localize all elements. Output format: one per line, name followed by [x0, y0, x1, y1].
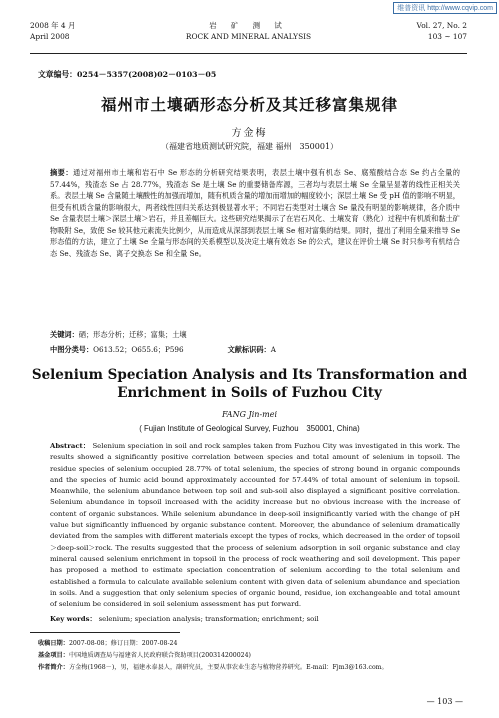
author-chinese: 方金梅: [231, 128, 268, 139]
keywords-chinese-text: 硒；形态分析；迁移；富集；土壤: [78, 330, 187, 339]
abstract-chinese-text: 通过对福州市土壤和岩石中 Se 形态的分析研究结果表明，表层土壤中强有机态 Se、腐殖酸结合态 Se 约占全量的 57.44%，残渣态 Se 占 28.77%，残渣态 Se 是土壤 Se 的重要储备库源，三者均与表层土壤 Se 全量呈显著的线性正相关关系。表层土壤 Se 含量随土壤酸性的加强而增加，随有机质含量的增加而增加的幅度较小；深层土壤 Se 受 pH 值的影响不明显，但受有机质含量的影响很大，两者线性回归关系达到极显著水平；不同岩石类型对土壤含 Se 量没有明显的影响规律，各介质中 Se 含量表层土壤＞深层土壤＞岩石，并且差幅巨大。这些研究结果揭示了在岩石风化、土壤发育（熟化）过程中有机质和黏土矿物吸附 Se，致使 Se 较其他元素流失比例少，从而造成从深部到表层土壤 Se 相对富集的结果。同时，提出了利用全量来推导 Se 形态值的方法，建立了土壤 Se 全量与形态间的关系模型以及决定土壤有效态 Se 的公式，建议在评价土壤 Se 时只参考有机结合态 Se、残渣态 Se、离子交换态 Se 和全量 Se。: [50, 168, 460, 258]
header-date-en: April 2008: [30, 32, 70, 41]
header-journal-en: ROCK AND MINERAL ANALYSIS: [185, 32, 312, 41]
article-number: 文章编号：0254－5357(2008)02－0103－05: [38, 70, 217, 79]
fund-label: 基金项目：: [38, 652, 69, 659]
footnote-fund: [38, 651, 468, 661]
abstract-english-label: Abstract：: [50, 442, 91, 450]
received-label: 收稿日期：: [38, 640, 69, 647]
header-pages: 103 ~ 107: [427, 32, 467, 41]
keywords-chinese-label: 关键词：: [50, 330, 79, 339]
affiliation-chinese: （福建省地质测试研究院，福建 福州 350001）: [160, 142, 339, 151]
author-bio-label: 作者简介：: [38, 664, 69, 671]
keywords-chinese: [50, 330, 460, 340]
keywords-english-label: Key words：: [50, 615, 97, 623]
page-number: — 103 —: [426, 697, 463, 706]
affiliation-english: ( Fujian Institute of Geological Survey, Fuzhou 350001, China): [139, 424, 360, 433]
clc-value: O613.52；O655.6；P596: [93, 345, 184, 354]
running-header: [30, 20, 467, 50]
header-volume: [417, 20, 467, 42]
abstract-chinese-label: 摘要：: [50, 168, 74, 177]
watermark-banner: 维普资讯 http://www.cqvip.com: [393, 2, 497, 14]
abstract-chinese: [50, 167, 460, 259]
title-chinese: 福州市土壤硒形态分析及其迁移富集规律: [100, 95, 398, 114]
abstract-english-text: Selenium speciation in soil and rock samples taken from Fuzhou City was investigated in this work. The results showed a significantly positive correlation between species and total amount of selenium in topsoil. The residue species of selenium occupied 28.77% of total selenium, the species of strong bound in organic compounds and the species of humic acid bound approximately accounted for 57.44% of total amount of selenium in topsoil. Meanwhile, the selenium abundance between top soil and sub-soil also displayed a significant positive correlation. Selenium abundance in topsoil increased with the acidity increase but no obvious increase with the increase of content of organic substances. While selenium abundance in deep-soil insignificantly varied with the change of pH value but significantly influenced by organic substance content. Moreover, the abundance of selenium dramatically deviated from the samples with different materials except the types of rocks, which decreased in the order of topsoil ＞deep-soil＞rock. The results suggested that the process of selenium adsorption in soil organic substance and clay mineral caused selenium enrichment in topsoil in the process of rock weathering and soil development. This paper has proposed a method to estimate speciation concentration of selenium according to the total selenium and established a formula to calculate available selenium content with given data of selenium abundance and speciation in soils. And a suggestion that only selenium species of organic bound, residue, ion exchangeable and total amount of selenium be considered in soil selenium assessment has put forward.: [50, 442, 460, 609]
footnote-author: [38, 663, 468, 673]
fund-value: 中国地质调查局与福建省人民政府联合资助项目(200314200024): [68, 652, 251, 659]
clc-label: 中图分类号：: [50, 345, 94, 354]
header-date-cn: 2008 年 4 月: [30, 21, 76, 30]
header-volume-issue: Vol. 27, No. 2: [416, 21, 467, 30]
keywords-english: [50, 613, 460, 623]
doc-code-value: A: [270, 345, 276, 354]
author-english: FANG Jin-mei: [221, 410, 278, 419]
received-value: 2007-08-08；修订日期：2007-08-24: [68, 640, 178, 647]
doc-code-label: 文献标识码：: [227, 345, 271, 354]
footnote-rule: [30, 632, 180, 633]
header-journal: [30, 20, 467, 42]
abstract-english: [50, 441, 460, 610]
keywords-english-text: selenium; speciation analysis; transformation; enrichment; soil: [98, 615, 319, 623]
classification-line: [50, 345, 460, 355]
title-english: Selenium Speciation Analysis and Its Transformation and Enrichment in Soils of Fuzhou City: [31, 367, 468, 401]
footnote-received: [38, 639, 468, 649]
author-bio-value: 方金梅(1968－)，男，福建永泰县人，副研究员，主要从事农业生态与植物营养研究。E-mail：Fjm3@163.com。: [68, 664, 388, 671]
header-rule: [30, 53, 467, 54]
header-journal-cn: 岩 矿 测 试: [209, 21, 288, 30]
